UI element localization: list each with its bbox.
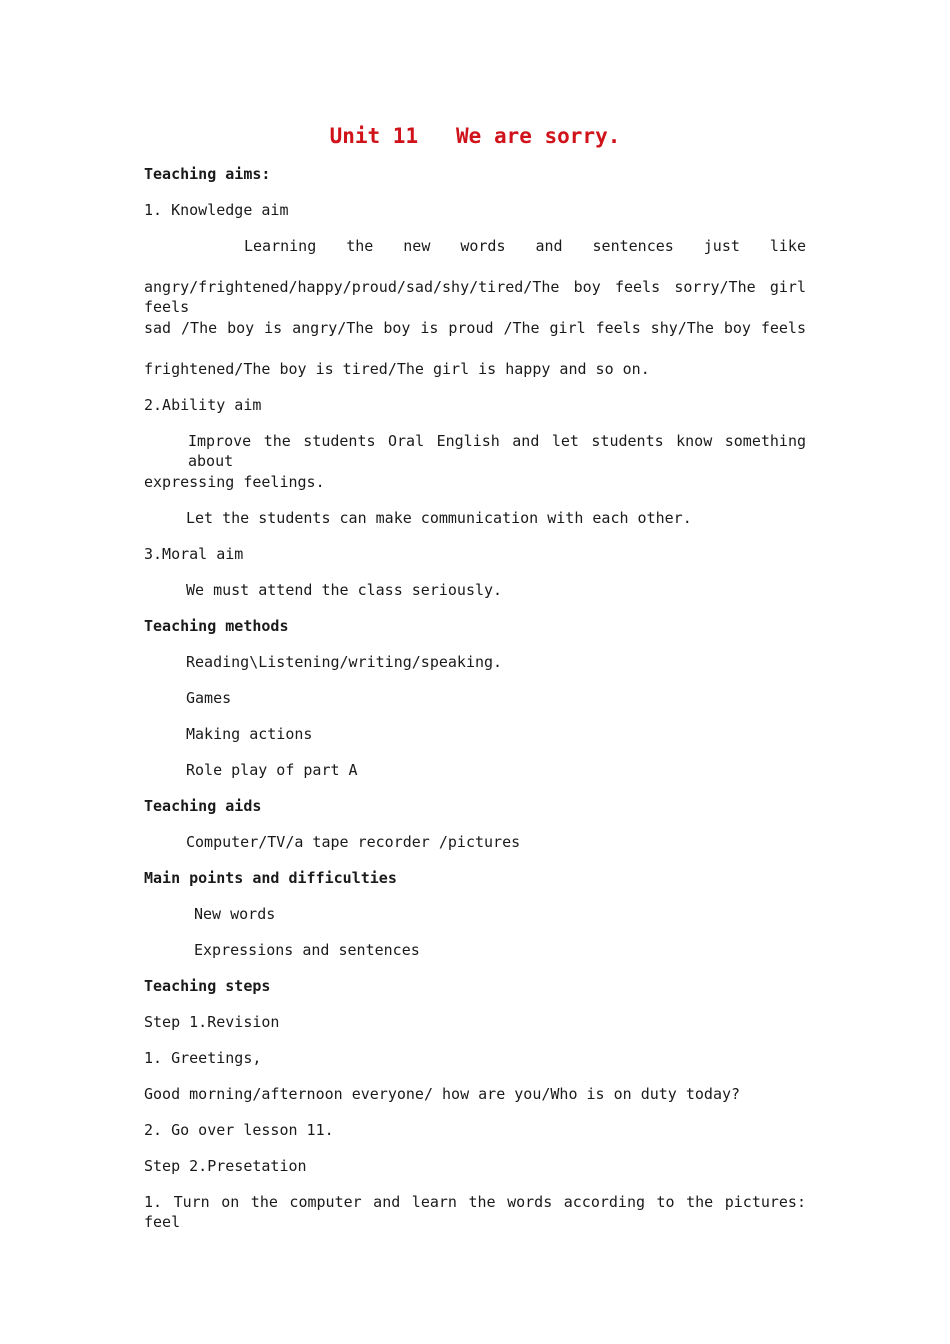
section-heading-teaching-methods: Teaching methods xyxy=(144,617,289,635)
paragraph-line: We must attend the class seriously. xyxy=(186,581,503,599)
section-heading-teaching-aims: Teaching aims: xyxy=(144,165,271,183)
page-title: Unit 11 We are sorry. xyxy=(329,124,621,148)
step-item: 1. Greetings, xyxy=(144,1049,262,1067)
section-heading-main-points: Main points and difficulties xyxy=(144,869,397,887)
step-heading: Step 1.Revision xyxy=(144,1013,280,1031)
list-item: Reading\Listening/writing/speaking. xyxy=(186,653,503,671)
step-item: 1. Turn on the computer and learn the words according to the pictures: feel xyxy=(144,1193,806,1231)
paragraph-line: Good morning/afternoon everyone/ how are you/Who is on duty today? xyxy=(144,1085,741,1103)
step-heading: Step 2.Presetation xyxy=(144,1157,307,1175)
paragraph-line: expressing feelings. xyxy=(144,473,325,491)
list-item: Games xyxy=(186,689,232,707)
section-heading-teaching-steps: Teaching steps xyxy=(144,977,271,995)
list-item: Computer/TV/a tape recorder /pictures xyxy=(186,833,521,851)
subheading-knowledge-aim: 1. Knowledge aim xyxy=(144,201,289,219)
list-item: New words xyxy=(194,905,276,923)
list-item: Expressions and sentences xyxy=(194,941,420,959)
paragraph-line: Learning the new words and sentences just like xyxy=(244,237,806,255)
paragraph-line: frightened/The boy is tired/The girl is happy and so on. xyxy=(144,360,650,378)
list-item: Role play of part A xyxy=(186,761,358,779)
subheading-ability-aim: 2.Ability aim xyxy=(144,396,262,414)
paragraph-line: sad /The boy is angry/The boy is proud /The girl feels shy/The boy feels xyxy=(144,319,806,337)
list-item: Making actions xyxy=(186,725,313,743)
paragraph-line: Improve the students Oral English and let students know something about xyxy=(188,432,806,470)
subheading-moral-aim: 3.Moral aim xyxy=(144,545,244,563)
section-heading-teaching-aids: Teaching aids xyxy=(144,797,262,815)
paragraph-line: Let the students can make communication with each other. xyxy=(186,509,692,527)
step-item: 2. Go over lesson 11. xyxy=(144,1121,334,1139)
paragraph-line: angry/frightened/happy/proud/sad/shy/tired/The boy feels sorry/The girl feels xyxy=(144,278,806,316)
